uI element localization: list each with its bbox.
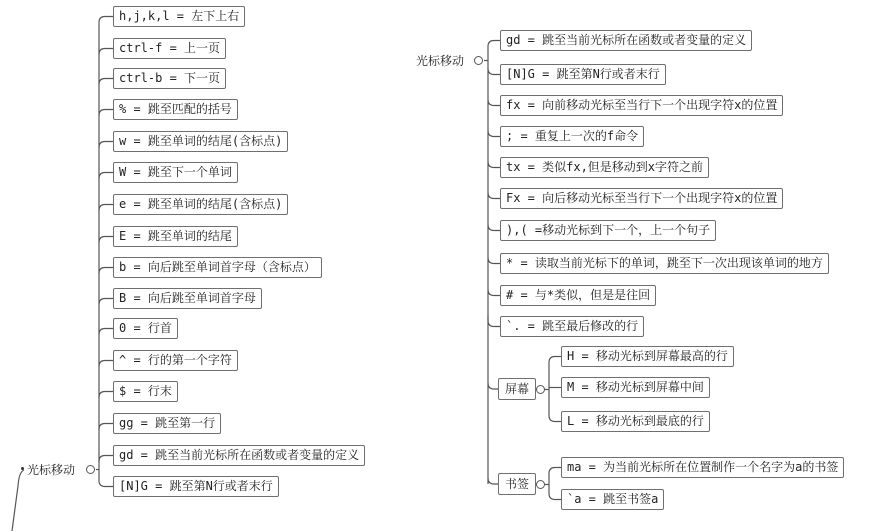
left-topic-node[interactable]: gd = 跳至当前光标所在函数或者变量的定义 xyxy=(113,445,365,466)
left-topic-node[interactable]: W = 跳至下一个单词 xyxy=(113,162,238,183)
left-branch-line xyxy=(99,392,113,398)
right-branch-line xyxy=(488,193,500,199)
right-topic-node[interactable]: tx = 类似fx,但是移动到x字符之前 xyxy=(500,157,709,178)
right-root-label[interactable]: 光标移动 xyxy=(416,54,465,68)
right-topic-node[interactable]: # = 与*类似，但是是往回 xyxy=(500,285,656,306)
left-topic-node[interactable]: ctrl-f = 上一页 xyxy=(113,38,226,59)
left-topic-node[interactable]: % = 跳至匹配的括号 xyxy=(113,99,238,120)
left-topic-node[interactable]: ctrl-b = 下一页 xyxy=(113,68,226,89)
right-branch-line xyxy=(488,321,500,327)
left-topic-node[interactable]: [N]G = 跳至第N行或者末行 xyxy=(113,476,279,497)
left-branch-line xyxy=(99,361,113,367)
screen-branch-line xyxy=(549,357,561,363)
bookmark-branch-line xyxy=(549,468,561,474)
screen-collapse-icon[interactable] xyxy=(536,385,545,394)
left-branch-line xyxy=(99,79,113,85)
right-branch-line xyxy=(488,258,500,264)
right-topic-node[interactable]: Fx = 向后移动光标至当行下一个出现字符x的位置 xyxy=(500,188,783,209)
left-branch-line xyxy=(99,142,113,148)
left-topic-node[interactable]: h,j,k,l = 左下上右 xyxy=(113,6,245,27)
left-topic-node[interactable]: $ = 行末 xyxy=(113,381,178,402)
right-topic-node[interactable]: `. = 跳至最后修改的行 xyxy=(500,316,644,337)
left-branch-line xyxy=(99,110,113,116)
bookmark-topic-node[interactable]: `a = 跳至书签a xyxy=(561,489,664,510)
left-branch-line xyxy=(99,329,113,335)
left-branch-line xyxy=(99,268,113,274)
left-topic-node[interactable]: ^ = 行的第一个字符 xyxy=(113,350,238,371)
left-branch-line xyxy=(99,481,113,487)
left-parent-line xyxy=(12,470,24,531)
left-branch-line xyxy=(99,237,113,243)
bookmark-link xyxy=(488,478,498,484)
screen-topic-node[interactable]: H = 移动光标到屏幕最高的行 xyxy=(561,346,734,367)
branch-screen[interactable]: 屏幕 xyxy=(498,378,536,400)
right-branch-line xyxy=(488,69,500,75)
left-branch-line xyxy=(99,17,113,23)
screen-branch-line xyxy=(549,416,561,422)
bookmark-topic-node[interactable]: ma = 为当前光标所在位置制作一个名字为a的书签 xyxy=(561,457,844,478)
left-branch-line xyxy=(99,49,113,55)
branch-bookmark[interactable]: 书签 xyxy=(498,473,536,495)
screen-topic-node[interactable]: L = 移动光标到最底的行 xyxy=(561,411,710,432)
left-branch-line xyxy=(99,299,113,305)
left-branch-line xyxy=(99,456,113,462)
right-topic-node[interactable]: ; = 重复上一次的f命令 xyxy=(500,126,644,147)
left-branch-line xyxy=(99,205,113,211)
right-topic-node[interactable]: * = 读取当前光标下的单词，跳至下一次出现该单词的地方 xyxy=(500,253,829,274)
right-root-collapse-icon[interactable] xyxy=(474,56,483,65)
right-topic-node[interactable]: fx = 向前移动光标至当行下一个出现字符x的位置 xyxy=(500,95,783,116)
right-branch-line xyxy=(488,225,500,231)
right-topic-node[interactable]: [N]G = 跳至第N行或者末行 xyxy=(500,64,666,85)
left-topic-node[interactable]: e = 跳至单词的结尾(含标点) xyxy=(113,194,288,215)
right-branch-line xyxy=(488,41,500,47)
right-branch-line xyxy=(488,100,500,106)
screen-link xyxy=(488,383,498,389)
topic-bullet-icon xyxy=(21,467,24,470)
left-topic-node[interactable]: B = 向后跳至单词首字母 xyxy=(113,288,262,309)
left-topic-node[interactable]: b = 向后跳至单词首字母（含标点） xyxy=(113,257,322,278)
left-topic-node[interactable]: w = 跳至单词的结尾(含标点) xyxy=(113,131,288,152)
left-topic-node[interactable]: gg = 跳至第一行 xyxy=(113,413,221,434)
bookmark-branch-line xyxy=(549,494,561,500)
right-topic-node[interactable]: ),( =移动光标到下一个，上一个句子 xyxy=(500,220,716,241)
bookmark-collapse-icon[interactable] xyxy=(536,480,545,489)
right-branch-line xyxy=(488,162,500,168)
right-topic-node[interactable]: gd = 跳至当前光标所在函数或者变量的定义 xyxy=(500,30,752,51)
left-root-label[interactable]: 光标移动 xyxy=(27,463,76,477)
right-branch-line xyxy=(488,290,500,296)
left-topic-node[interactable]: 0 = 行首 xyxy=(113,318,178,339)
screen-topic-node[interactable]: M = 移动光标到屏幕中间 xyxy=(561,377,710,398)
right-branch-line xyxy=(488,131,500,137)
left-topic-node[interactable]: E = 跳至单词的结尾 xyxy=(113,226,238,247)
left-branch-line xyxy=(99,424,113,430)
left-root-collapse-icon[interactable] xyxy=(86,465,95,474)
left-branch-line xyxy=(99,173,113,179)
